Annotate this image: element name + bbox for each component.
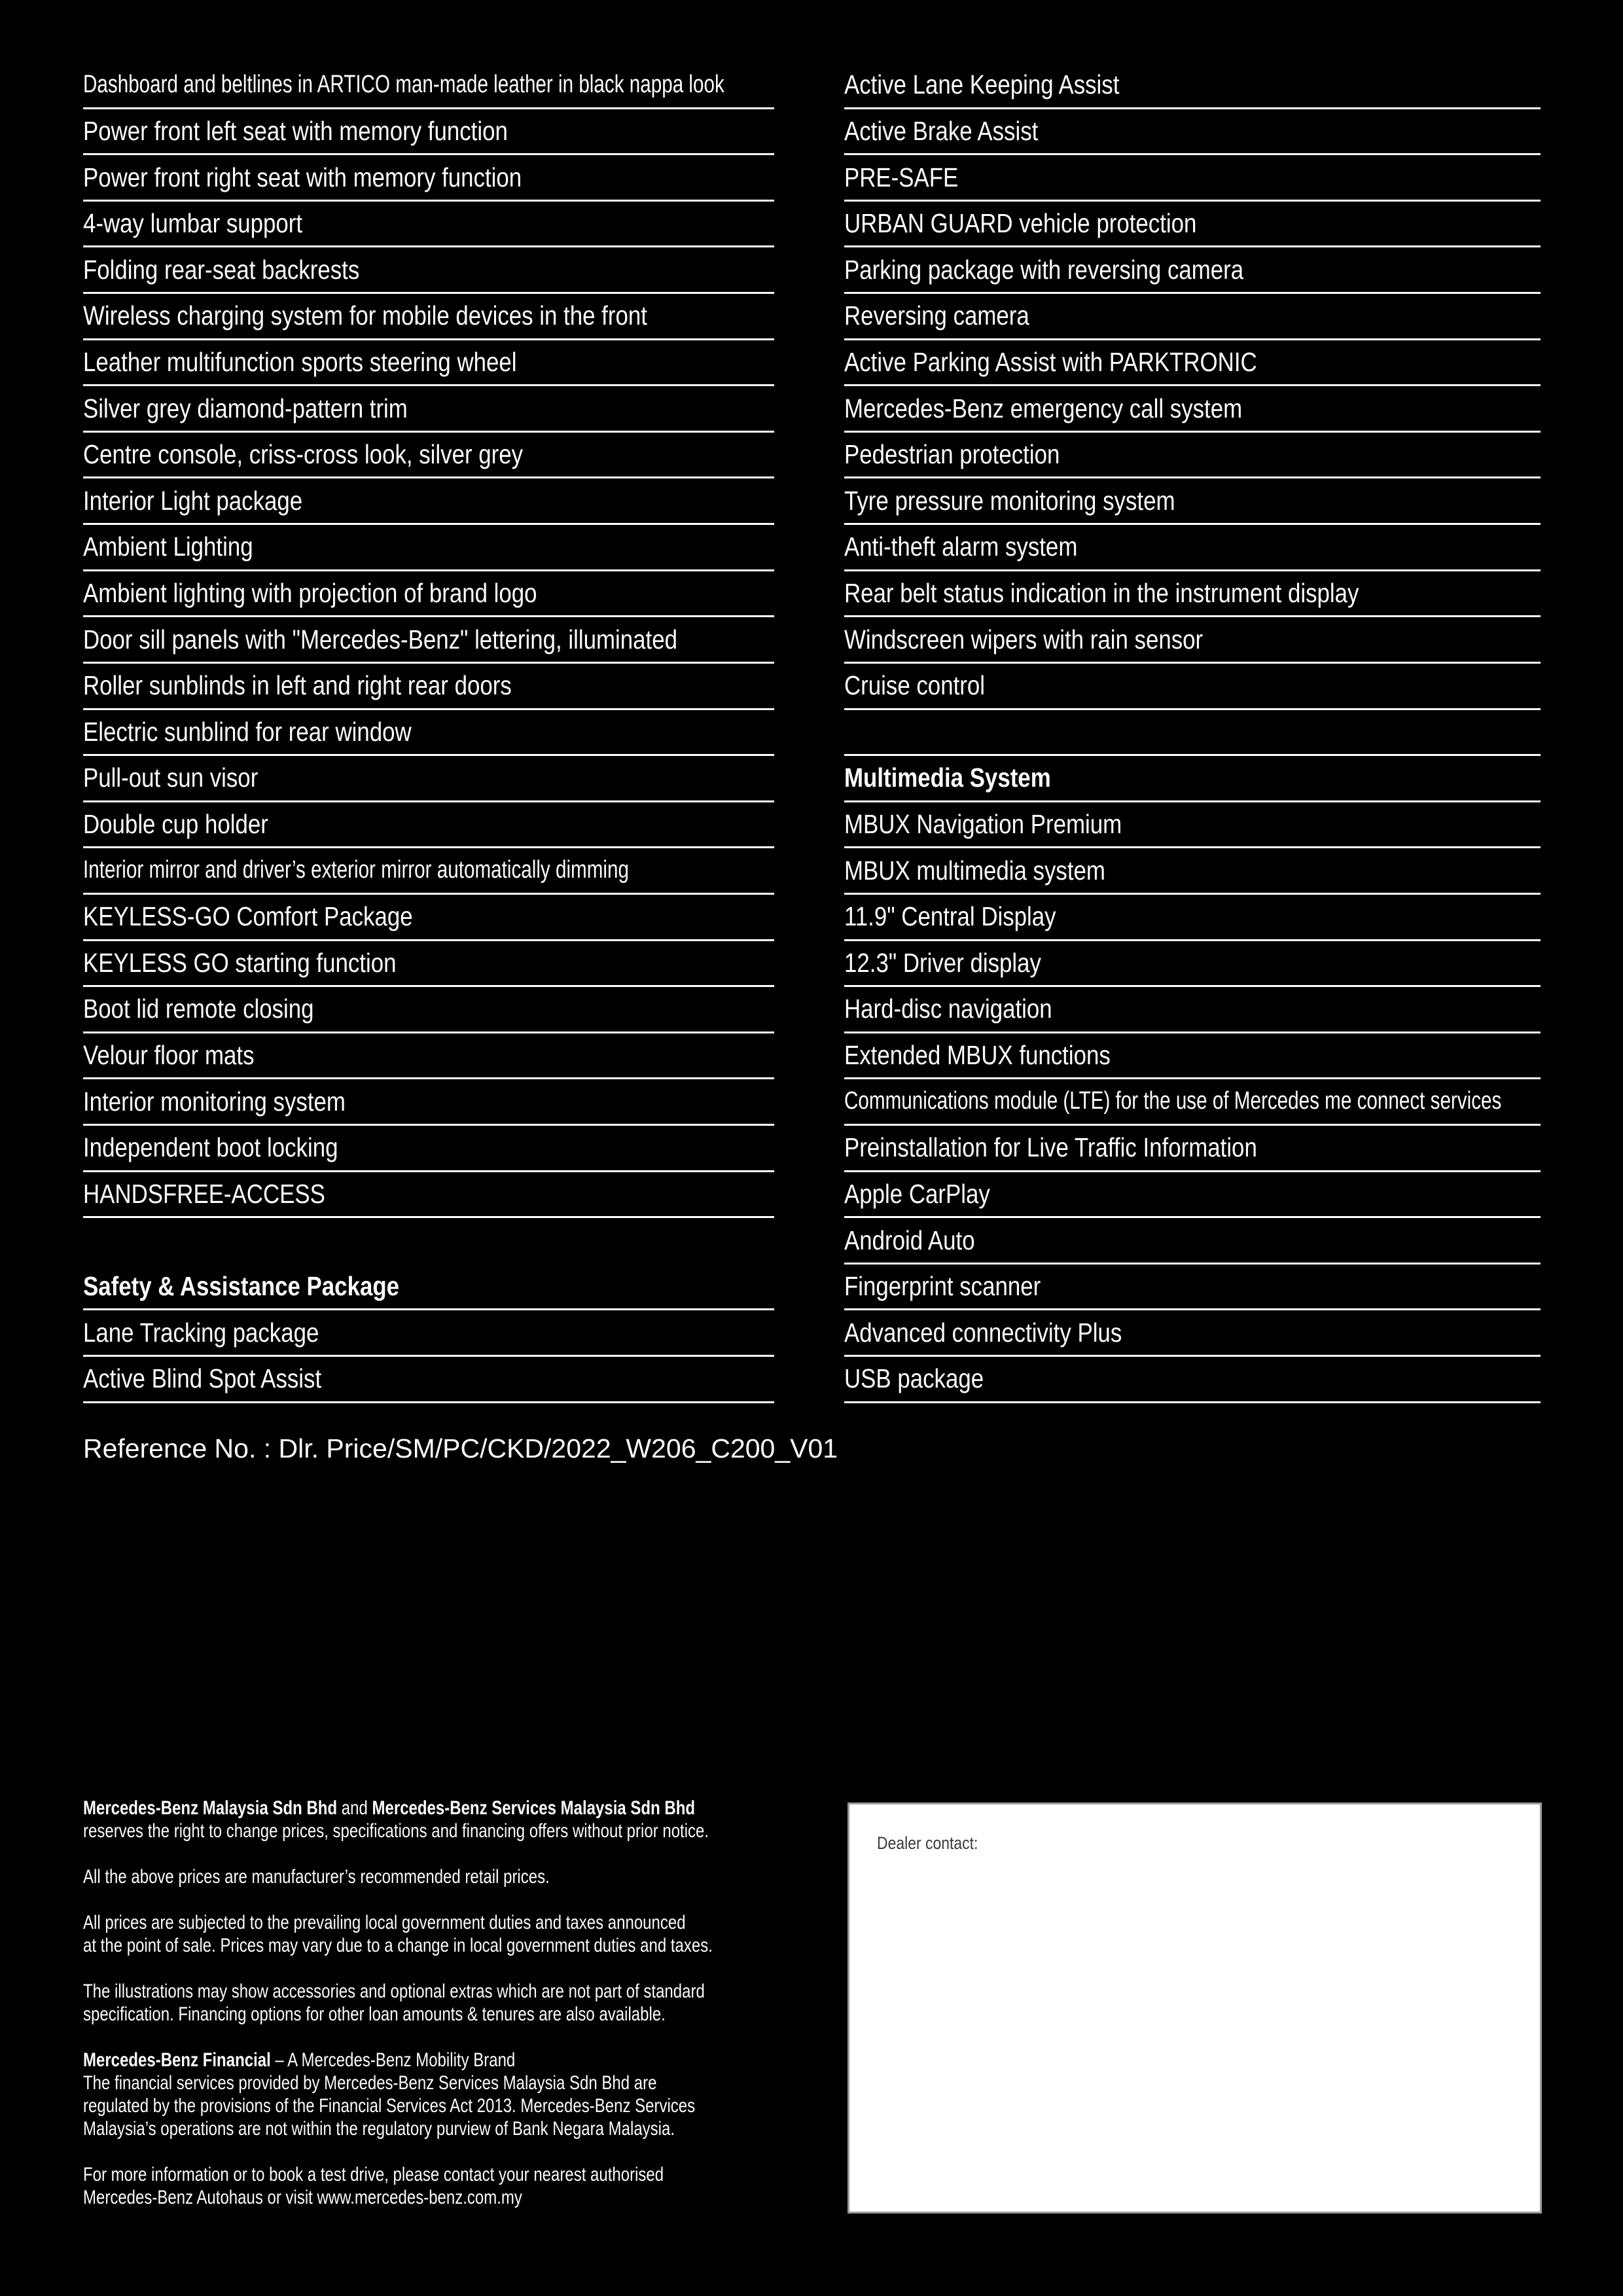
feature-item: Apple CarPlay [844,1172,1541,1219]
feature-item: Windscreen wipers with rain sensor [844,617,1541,664]
feature-item: 12.3" Driver display [844,941,1541,988]
dealer-contact-box [847,1803,1542,2214]
feature-item: Wireless charging system for mobile devices in the front [83,294,774,340]
feature-item: Lane Tracking package [83,1310,774,1357]
feature-item: Active Blind Spot Assist [83,1357,774,1403]
brand-name: Mercedes-Benz Financial [83,2049,271,2071]
feature-item: KEYLESS GO starting function [83,941,774,988]
feature-item: Power front left seat with memory function [83,109,774,156]
feature-item: Mercedes-Benz emergency call system [844,386,1541,433]
feature-item: Electric sunblind for rear window [83,710,774,757]
feature-item: URBAN GUARD vehicle protection [844,202,1541,248]
feature-item: Active Parking Assist with PARKTRONIC [844,340,1541,387]
feature-item: Communications module (LTE) for the use of Mercedes me connect services [844,1079,1541,1126]
feature-item: Android Auto [844,1218,1541,1265]
feature-item: Rear belt status indication in the instrument display [844,571,1541,618]
feature-item: Parking package with reversing camera [844,247,1541,294]
feature-item: Roller sunblinds in left and right rear doors [83,664,774,710]
safety-feature-list [83,1310,774,1403]
feature-item: Extended MBUX functions [844,1033,1541,1080]
feature-item: Double cup holder [83,802,774,849]
feature-item: MBUX Navigation Premium [844,802,1541,849]
feature-item: Fingerprint scanner [844,1265,1541,1311]
reference-number: Reference No. : Dlr. Price/SM/PC/CKD/2022_W206_C200_V01 [83,1433,838,1463]
feature-item: 4-way lumbar support [83,202,774,248]
feature-item: Pedestrian protection [844,433,1541,479]
feature-item: Reversing camera [844,294,1541,340]
feature-item: Power front right seat with memory function [83,155,774,202]
right-column [844,63,1541,1403]
feature-item: PRE-SAFE [844,155,1541,202]
feature-item: Dashboard and beltlines in ARTICO man-made leather in black nappa look [83,63,774,109]
feature-item: Preinstallation for Live Traffic Information [844,1126,1541,1172]
feature-item: Centre console, criss-cross look, silver grey [83,433,774,479]
feature-item: Tyre pressure monitoring system [844,478,1541,525]
left-column [83,63,838,1463]
company-name: Mercedes-Benz Services Malaysia Sdn Bhd [372,1797,696,1819]
disclaimer-paragraph: Mercedes-Benz Financial – A Mercedes-Benz Mobility Brand The financial services provided by Mercedes-Benz Services Malaysia Sdn Bhd are regulated by the provisions of the Financial Services Act 2013. Mercedes-Benz Services Malaysia’s operations are not within the regulatory purview of Bank Negara Malaysia. [83,2049,696,2140]
feature-item: Anti-theft alarm system [844,525,1541,571]
section-gap [83,1218,774,1265]
feature-item: Leather multifunction sports steering wheel [83,340,774,387]
feature-item: Interior monitoring system [83,1079,774,1126]
feature-item: Hard-disc navigation [844,987,1541,1033]
disclaimer-paragraph: All the above prices are manufacturer’s recommended retail prices. [83,1866,550,1888]
section-heading-multimedia: Multimedia System [844,756,1541,802]
feature-item: Interior mirror and driver’s exterior mirror automatically dimming [83,848,774,895]
feature-item: Door sill panels with "Mercedes-Benz" lettering, illuminated [83,617,774,664]
feature-item: Advanced connectivity Plus [844,1310,1541,1357]
feature-item: Ambient lighting with projection of brand logo [83,571,774,618]
feature-item: Folding rear-seat backrests [83,247,774,294]
feature-item: Interior Light package [83,478,774,525]
company-name: Mercedes-Benz Malaysia Sdn Bhd [83,1797,338,1819]
feature-item: Active Brake Assist [844,109,1541,156]
feature-item: Pull-out sun visor [83,756,774,802]
feature-item: Silver grey diamond-pattern trim [83,386,774,433]
multimedia-feature-list [844,802,1541,1403]
feature-item: Cruise control [844,664,1541,710]
feature-item: HANDSFREE-ACCESS [83,1172,774,1219]
disclaimer-paragraph: All prices are subjected to the prevailing local government duties and taxes announced at the point of sale. Prices may vary due to a change in local government duties and taxes. [83,1912,713,1956]
feature-item: Independent boot locking [83,1126,774,1172]
feature-item: Velour floor mats [83,1033,774,1080]
disclaimer-paragraph: The illustrations may show accessories and optional extras which are not part of standard specification. Financing options for other loan amounts & tenures are also available. [83,1981,705,2025]
feature-item: USB package [844,1357,1541,1403]
feature-item: KEYLESS-GO Comfort Package [83,895,774,941]
feature-item: MBUX multimedia system [844,848,1541,895]
feature-item: Active Lane Keeping Assist [844,63,1541,109]
dealer-contact-label: Dealer contact: [877,1833,978,1853]
interior-feature-list [83,63,774,1218]
disclaimer-paragraph: For more information or to book a test drive, please contact your nearest authorised Mercedes-Benz Autohaus or visit www.mercedes-benz.com.my [83,2164,664,2208]
safety-assistance-feature-list [844,63,1541,710]
feature-item: Ambient Lighting [83,525,774,571]
disclaimer-paragraph: Mercedes-Benz Malaysia Sdn Bhd and Mercedes-Benz Services Malaysia Sdn Bhd reserves the right to change prices, specifications and financing offers without prior notice. [83,1797,709,1842]
section-heading-safety: Safety & Assistance Package [83,1265,774,1311]
empty-rule-row [844,710,1541,757]
footer-disclaimer [83,1797,816,2232]
feature-item: Boot lid remote closing [83,987,774,1033]
feature-item: 11.9" Central Display [844,895,1541,941]
